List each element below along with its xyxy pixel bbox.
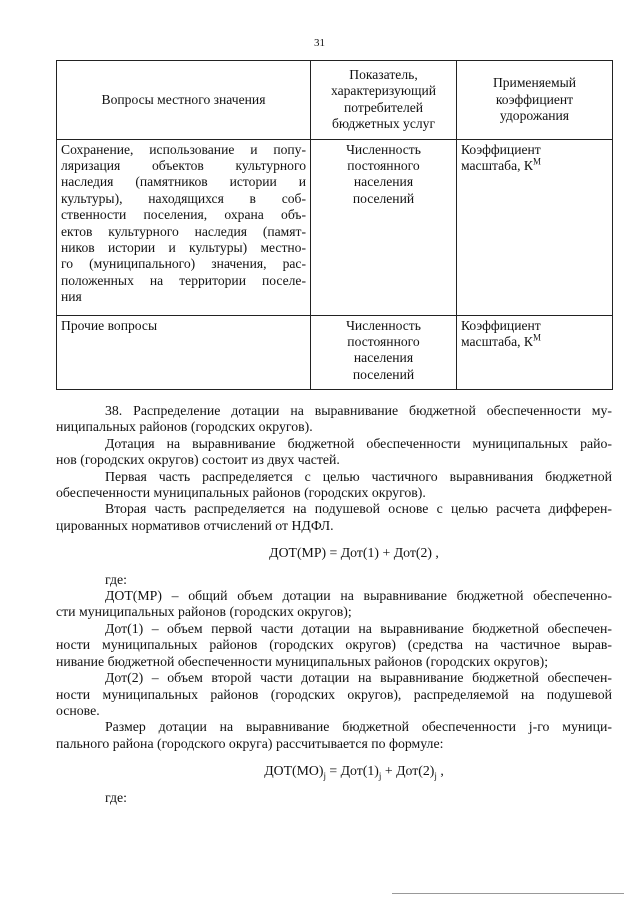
formula-dot-mr: ДОТ(МР) = Дот(1) + Дот(2) ,	[269, 545, 439, 561]
where-label: где:	[105, 571, 127, 587]
question-cell: Сохранение, использование и попу- ляризация объектов культурного наследия (памятников истории и культуры), находящихся в соб- ственности поселения, охрана объ- ектов культурного наследия (памят- ников истории и культуры) местно- го (муниципального) значения, рас- положенных на территории поселе- ния	[57, 139, 311, 315]
paragraph: Первая часть распределяется с целью частичного выравнивания бюджетной обеспеченности муниципальных районов (городских округов).	[56, 468, 612, 501]
paragraph: Размер дотации на выравнивание бюджетной обеспеченности j-го муници- пального района (городского округа) рассчитывается по формуле:	[56, 719, 612, 751]
body-text	[56, 403, 612, 806]
question-cell: Прочие вопросы	[57, 315, 311, 389]
table-row	[57, 315, 613, 389]
page-number: 31	[314, 37, 325, 49]
definition: Дот(2) – объем второй части дотации на выравнивание бюджетной обеспечен- ности муниципальных районов (городских округов), распределяемой на подушевой основе.	[56, 670, 612, 718]
header-questions: Вопросы местного значения	[57, 61, 311, 140]
paragraph: Дотация на выравнивание бюджетной обеспеченности муниципальных райо- нов (городских округов) состоит из двух частей.	[56, 435, 612, 468]
paragraph: Вторая часть распределяется на подушевой основе с целью расчета дифферен- цированных нормативов отчислений от НДФЛ.	[56, 501, 612, 533]
footer-rule	[392, 893, 624, 894]
table-header-row	[57, 61, 613, 140]
definition: ДОТ(МР) – общий объем дотации на выравнивание бюджетной обеспеченно- сти муниципальных районов (городских округов);	[56, 588, 612, 620]
paragraph-38: 38. Распределение дотации на выравнивание бюджетной обеспеченности му- ниципальных районов (городских округов).	[56, 403, 612, 435]
indicator-cell: Численность постоянного населения поселений	[311, 315, 457, 389]
coefficient-cell: Коэффициент масштаба, $К^М$	[457, 315, 613, 389]
coefficient-cell: Коэффициент масштаба, $К^М$	[457, 139, 613, 315]
table-row	[57, 139, 613, 315]
definition: Дот(1) – объем первой части дотации на выравнивание бюджетной обеспечен- ности муниципальных районов (городских округов) (средства на частичное вырав- нивание бюджетной обеспеченности муниципальных районов (городских округов);	[56, 620, 612, 669]
coefficient-table	[56, 60, 613, 390]
indicator-cell: Численность постоянного населения поселений	[311, 139, 457, 315]
header-indicator: Показатель, характеризующий потребителей бюджетных услуг	[311, 61, 457, 140]
formula-dot-mo: $ДОТ(МО)_j = Дот(1)_j + Дот(2)_j$ ,	[264, 763, 444, 781]
header-coefficient: Применяемый коэффициент удорожания	[457, 61, 613, 140]
where-label: где:	[105, 789, 127, 805]
